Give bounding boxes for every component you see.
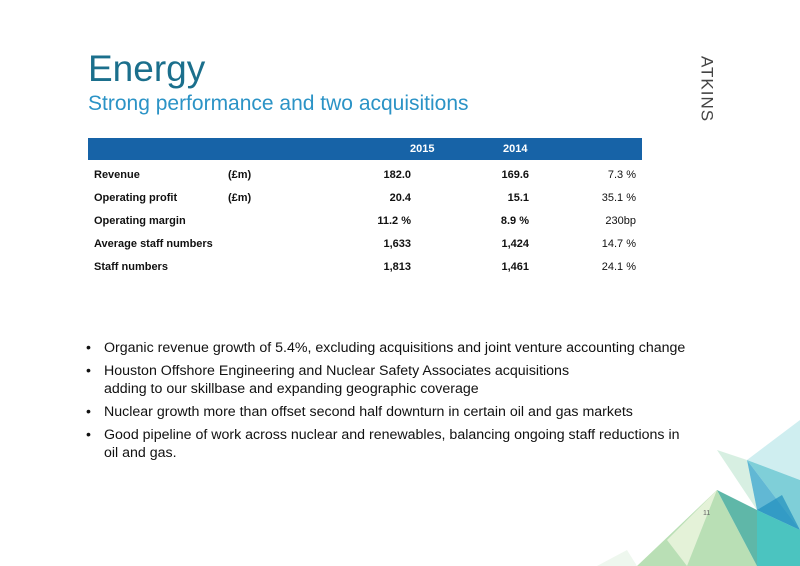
header-2015: 2015 — [410, 143, 435, 155]
page-number: 11 — [703, 510, 711, 517]
value-2014: 15.1 — [507, 192, 529, 204]
table-row — [88, 164, 642, 187]
value-change: 24.1 % — [601, 261, 636, 273]
table-row — [88, 256, 642, 279]
row-unit: (£m) — [228, 169, 252, 181]
atkins-logo — [694, 55, 718, 123]
slide-title: Energy — [88, 48, 206, 89]
value-change: 14.7 % — [601, 238, 636, 250]
bullet-text: Houston Offshore Engineering and Nuclear Safety Associates acquisitions — [104, 363, 570, 379]
table-row — [88, 210, 642, 233]
header-2014: 2014 — [503, 143, 528, 155]
value-2015: 182.0 — [383, 169, 411, 181]
energy-results-table — [88, 138, 642, 279]
table-row — [88, 187, 642, 210]
value-change: 35.1 % — [601, 192, 636, 204]
table-header — [88, 138, 642, 160]
bullet-dot-icon: • — [86, 404, 91, 420]
value-2014: 1,461 — [501, 261, 529, 273]
row-label: Average staff numbers — [94, 238, 213, 250]
slide-subtitle: Strong performance and two acquisitions — [88, 92, 469, 115]
value-2015: 1,633 — [383, 238, 411, 250]
bullet-item — [86, 339, 746, 357]
value-2015: 11.2 % — [377, 215, 411, 227]
value-2015: 1,813 — [383, 261, 411, 273]
row-unit: (£m) — [228, 192, 252, 204]
row-label: Staff numbers — [94, 261, 168, 273]
bullet-text-continued: adding to our skillbase and expanding geographic coverage — [104, 381, 479, 397]
bullet-text: Nuclear growth more than offset second half downturn in certain oil and gas markets — [104, 404, 633, 420]
bullet-text: Good pipeline of work across nuclear and renewables, balancing ongoing staff reductions in — [104, 427, 680, 443]
value-2014: 1,424 — [501, 238, 529, 250]
bullet-text: Organic revenue growth of 5.4%, excluding acquisitions and joint venture accounting change — [104, 340, 686, 356]
bullet-item — [86, 403, 746, 421]
bullet-item — [86, 362, 746, 398]
value-2014: 8.9 % — [500, 215, 529, 227]
bullet-dot-icon: • — [86, 340, 91, 356]
atkins-logo-text: ATKINS — [697, 55, 717, 123]
row-label: Operating margin — [94, 215, 186, 227]
value-2014: 169.6 — [501, 169, 529, 181]
value-change: 230bp — [605, 215, 636, 227]
bullet-dot-icon: • — [86, 427, 91, 443]
value-change: 7.3 % — [607, 169, 636, 181]
table-row — [88, 233, 642, 256]
decorative-triangles — [597, 420, 800, 566]
value-2015: 20.4 — [389, 192, 411, 204]
row-label: Operating profit — [94, 192, 178, 204]
bullet-dot-icon: • — [86, 363, 91, 379]
row-label: Revenue — [94, 169, 140, 181]
bullet-text-continued: oil and gas. — [104, 445, 177, 461]
